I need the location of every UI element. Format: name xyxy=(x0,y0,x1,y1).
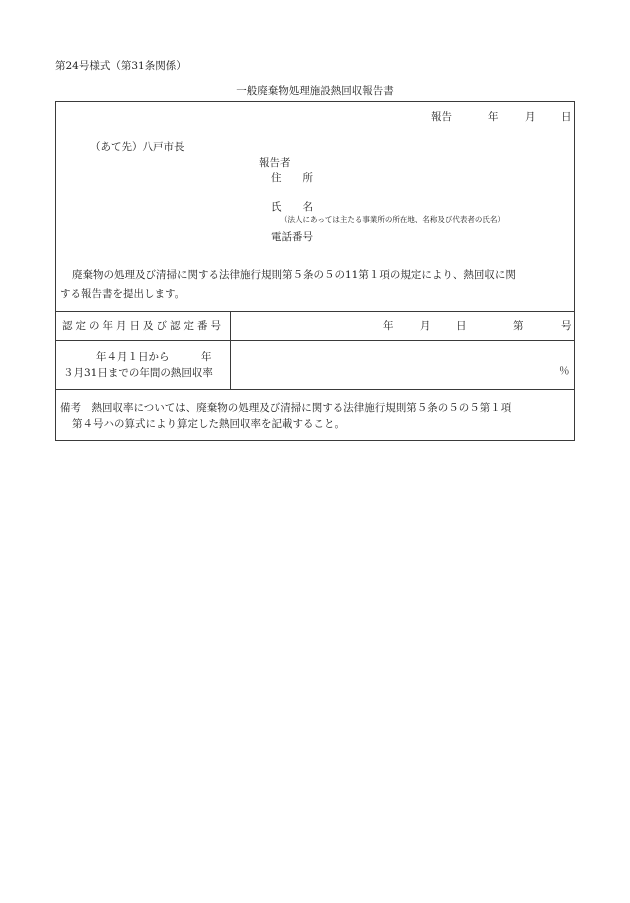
certification-label: 認定の年月日及び認定番号 xyxy=(62,320,224,332)
rate-unit: ％ xyxy=(559,365,570,377)
report-date-label: 報告 xyxy=(431,111,452,123)
table-rule xyxy=(56,311,574,312)
rate-period-line2: ３月31日までの年間の熱回収率 xyxy=(63,367,213,379)
remarks-line1: 備考 熱回収率については、廃棄物の処理及び清掃に関する法律施行規則第５条の５の５第１項 xyxy=(60,402,512,414)
rate-period-line1: 年４月１日から 年 xyxy=(96,351,212,363)
phone-label: 電話番号 xyxy=(271,231,313,243)
table-rule xyxy=(56,389,574,390)
table-rule xyxy=(56,340,574,341)
name-label: 氏 名 xyxy=(271,201,313,213)
table-column-divider xyxy=(230,311,231,389)
certification-month: 月 xyxy=(420,320,431,332)
report-date-year: 年 xyxy=(488,111,499,123)
report-date-day: 日 xyxy=(561,111,572,123)
certification-number-suffix: 号 xyxy=(561,320,572,332)
certification-year: 年 xyxy=(383,320,394,332)
certification-day: 日 xyxy=(456,320,467,332)
addressee: （あて先）八戸市長 xyxy=(90,141,185,153)
body-text-line2: する報告書を提出します。 xyxy=(60,288,186,300)
body-text-line1: 廃棄物の処理及び清掃に関する法律施行規則第５条の５の11第１項の規定により、熱回収に関 xyxy=(72,269,516,281)
reporter-label: 報告者 xyxy=(259,157,291,169)
form-number: 第24号様式（第31条関係） xyxy=(55,60,187,72)
form-frame xyxy=(55,101,575,441)
address-label: 住 所 xyxy=(271,172,313,184)
certification-number-prefix: 第 xyxy=(513,320,524,332)
name-note: （法人にあっては主たる事業所の所在地、名称及び代表者の氏名） xyxy=(280,215,505,224)
remarks-line2: 第４号ハの算式により算定した熱回収率を記載すること。 xyxy=(72,418,345,430)
report-date-month: 月 xyxy=(525,111,536,123)
document-title: 一般廃棄物処理施設熱回収報告書 xyxy=(236,85,394,97)
